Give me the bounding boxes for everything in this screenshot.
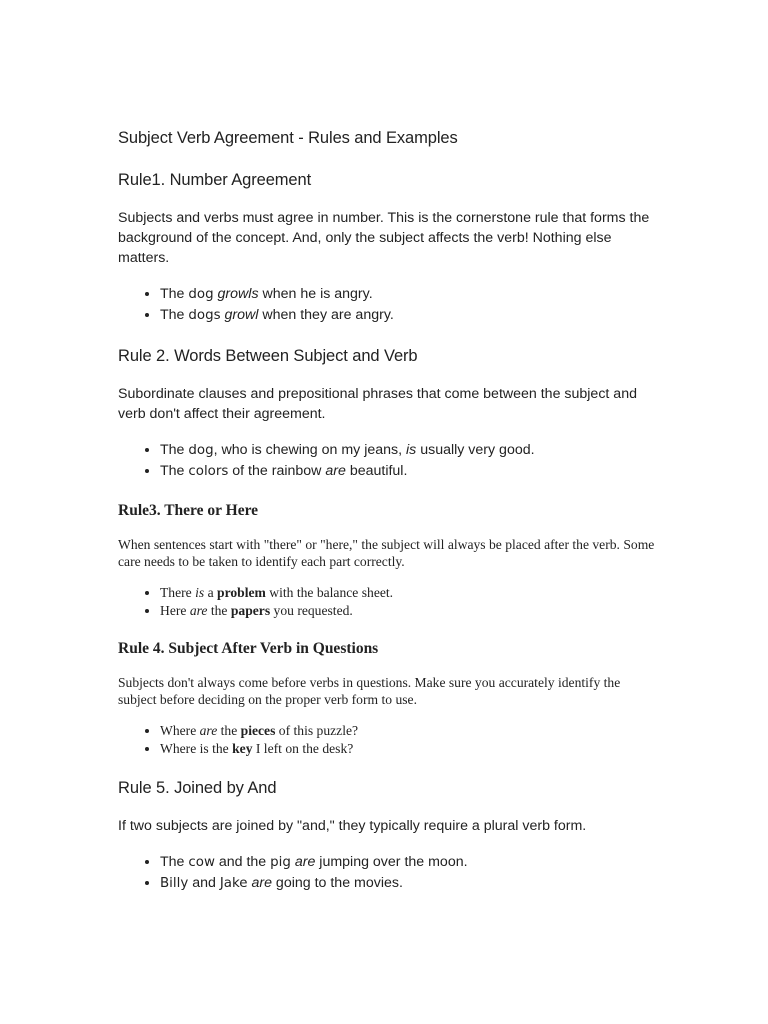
rule-5-examples (118, 852, 658, 894)
example-subject: dog (188, 287, 214, 302)
example-text: Where is the (160, 741, 233, 756)
example-text: The (160, 463, 189, 479)
example-text: I left on the desk? (252, 741, 354, 756)
rule-5-section (118, 776, 658, 894)
example-verb: are (325, 463, 346, 479)
example-verb: is (406, 442, 417, 458)
example-text: when they are angry. (258, 307, 394, 323)
rule-2-examples (118, 440, 658, 482)
example-text: and the (214, 854, 271, 870)
example-text: jumping over the moon. (315, 854, 468, 870)
example-text: of this puzzle? (275, 723, 359, 738)
list-item (160, 284, 658, 305)
rule-5-heading: Rule 5. Joined by And (118, 779, 277, 797)
example-text: the (217, 723, 241, 738)
example-subject: Billy (160, 876, 189, 891)
rule-2-section (118, 344, 658, 482)
example-verb: are (189, 603, 208, 618)
example-subject: papers (230, 603, 271, 618)
document-page (118, 126, 658, 912)
example-text: and (188, 875, 220, 891)
example-text: the (207, 603, 231, 618)
list-item (160, 305, 658, 326)
example-text: of the rainbow (228, 463, 326, 479)
rule-3-paragraph: When sentences start with "there" or "here," the subject will always be placed after the verb. Some care needs to be taken to identify each part correctly. (118, 537, 655, 569)
example-text: a (204, 585, 218, 600)
example-subject: pieces (240, 723, 276, 738)
example-verb: are (199, 723, 218, 738)
example-subject: dogs (188, 308, 221, 323)
example-text: There (160, 585, 196, 600)
example-text: when he is angry. (258, 286, 373, 302)
list-item (160, 852, 658, 873)
rule-4-paragraph: Subjects don't always come before verbs in questions. Make sure you accurately identify the subject before deciding on the proper verb form to use. (118, 675, 621, 707)
example-text: The (160, 286, 189, 302)
example-subject: Jake (219, 876, 248, 891)
list-item (160, 722, 658, 740)
example-text: Where (160, 723, 200, 738)
list-item (160, 873, 658, 894)
example-text: The (160, 442, 189, 458)
example-text: beautiful. (345, 463, 408, 479)
example-verb: is (195, 585, 205, 600)
rule-1-examples (118, 284, 658, 326)
rule-1-paragraph: Subjects and verbs must agree in number. This is the cornerstone rule that forms the background of the concept. And, only the subject affects the verb! Nothing else matters. (118, 210, 650, 266)
rule-4-examples (118, 722, 658, 758)
example-text: , who is chewing on my jeans, (213, 442, 407, 458)
list-item (160, 584, 658, 602)
example-verb: growl (224, 307, 259, 323)
example-subject: key (232, 741, 253, 756)
example-subject: problem (217, 585, 266, 600)
example-subject: colors (188, 464, 229, 479)
example-text: The (160, 307, 189, 323)
example-verb: are (251, 875, 272, 891)
example-verb: growls (217, 286, 259, 302)
rule-3-examples (118, 584, 658, 620)
example-text: you requested. (270, 603, 353, 618)
list-item (160, 602, 658, 620)
rule-5-paragraph: If two subjects are joined by "and," they typically require a plural verb form. (118, 818, 587, 834)
list-item (160, 440, 658, 461)
rule-3-heading: Rule3. There or Here (118, 502, 259, 519)
example-text: usually very good. (416, 442, 535, 458)
rule-2-paragraph: Subordinate clauses and prepositional phrases that come between the subject and verb don't affect their agreement. (118, 386, 637, 422)
example-text: with the balance sheet. (265, 585, 394, 600)
example-text: going to the movies. (271, 875, 403, 891)
rule-4-section (118, 638, 658, 758)
list-item (160, 461, 658, 482)
example-verb: are (294, 854, 316, 870)
example-subject: pig (270, 855, 291, 870)
example-subject: cow (188, 855, 215, 870)
example-text: Here (160, 603, 190, 618)
example-subject: dog (188, 443, 214, 458)
rule-1-heading: Rule1. Number Agreement (118, 171, 312, 189)
rule-3-section (118, 500, 658, 620)
page-title: Subject Verb Agreement - Rules and Examples (118, 129, 458, 147)
example-text: The (160, 854, 189, 870)
rule-4-heading: Rule 4. Subject After Verb in Questions (118, 640, 379, 657)
rule-2-heading: Rule 2. Words Between Subject and Verb (118, 347, 418, 365)
list-item (160, 740, 658, 758)
rule-1-section (118, 168, 658, 326)
